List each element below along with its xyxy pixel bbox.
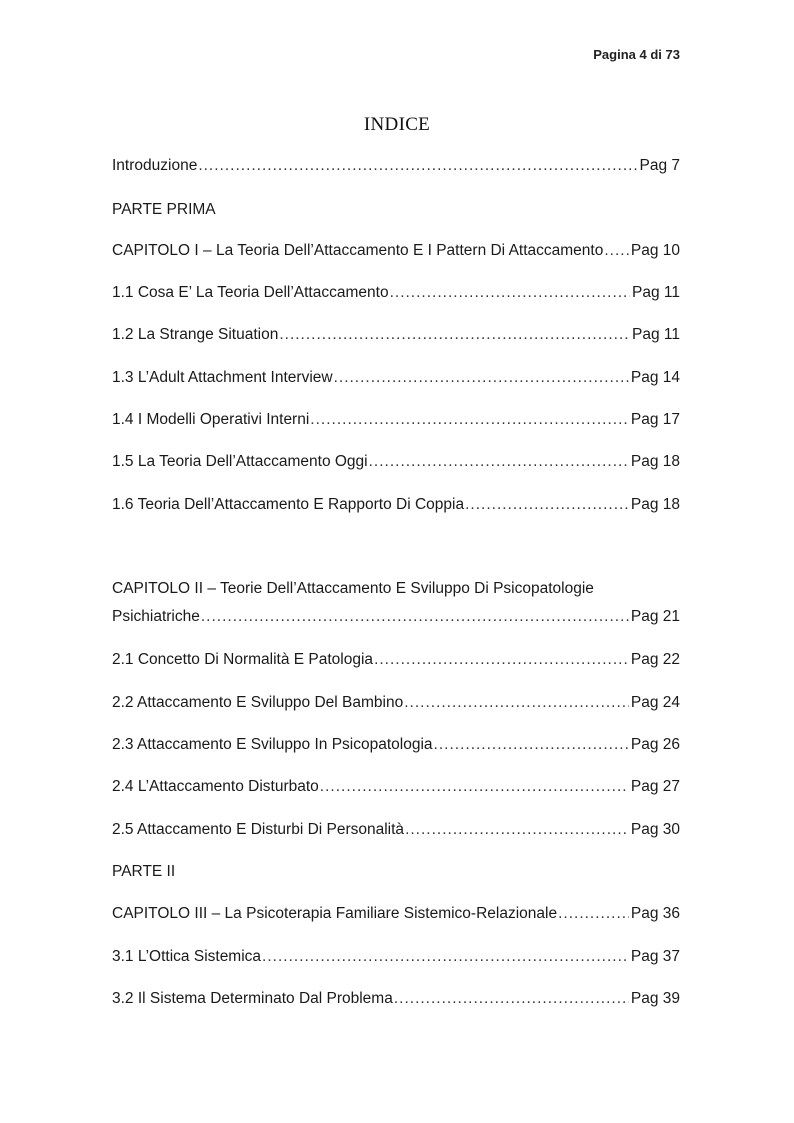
- toc-entry-2-1[interactable]: [112, 649, 680, 671]
- toc-leader-dots: [404, 692, 629, 714]
- toc-leader-dots: [465, 494, 629, 516]
- toc-entry-1-4[interactable]: [112, 409, 680, 431]
- toc-entry-1-2[interactable]: [112, 324, 680, 346]
- toc-leader-dots: [320, 776, 629, 798]
- toc-leader-dots: [405, 819, 629, 841]
- toc-entry-page: Pag 11: [632, 326, 680, 343]
- toc-entry-label: 1.6 Teoria Dell’Attaccamento E Rapporto Di Coppia: [112, 496, 465, 513]
- index-title: INDICE: [363, 114, 431, 135]
- toc-entry-chapter-2-line1[interactable]: [112, 578, 680, 600]
- toc-entry-chapter-3[interactable]: [112, 903, 680, 925]
- toc-entry-page: Pag 18: [630, 496, 680, 513]
- toc-entry-1-3[interactable]: [112, 367, 680, 389]
- toc-leader-dots: [434, 734, 629, 756]
- toc-leader-dots: [198, 155, 637, 177]
- toc-entry-2-4[interactable]: [112, 776, 680, 798]
- page-total: 73: [665, 47, 680, 62]
- toc-entry-page: Pag 22: [630, 651, 680, 668]
- toc-entry-label: 1.1 Cosa E’ La Teoria Dell’Attaccamento: [112, 284, 389, 301]
- toc-entry-label: 1.5 La Teoria Dell’Attaccamento Oggi: [112, 453, 368, 470]
- toc-entry-label: Psichiatriche: [112, 608, 200, 625]
- toc-entry-label: 2.3 Attaccamento E Sviluppo In Psicopatologia: [112, 736, 433, 753]
- toc-entry-page: Pag 10: [630, 242, 680, 259]
- toc-entry-label: 1.2 La Strange Situation: [112, 326, 279, 343]
- toc-entry-label: 2.1 Concetto Di Normalità E Patologia: [112, 651, 374, 668]
- toc-entry-page: Pag 26: [630, 736, 680, 753]
- toc-entry-page: Pag 17: [630, 411, 680, 428]
- toc-entry-2-3[interactable]: [112, 734, 680, 756]
- toc-entry-2-2[interactable]: [112, 692, 680, 714]
- toc-leader-dots: [390, 282, 630, 304]
- toc-leader-dots: [369, 451, 629, 473]
- toc-entry-3-2[interactable]: [112, 988, 680, 1010]
- toc-entry-page: Pag 7: [639, 157, 680, 174]
- toc-entry-3-1[interactable]: [112, 946, 680, 968]
- toc-entry-label: CAPITOLO II – Teorie Dell’Attaccamento E Sviluppo Di Psicopatologie: [112, 580, 594, 597]
- toc-entry-1-6[interactable]: [112, 494, 680, 516]
- toc-entry-label: PARTE PRIMA: [112, 201, 216, 218]
- toc-entry-label: CAPITOLO III – La Psicoterapia Familiare Sistemico-Relazionale: [112, 905, 558, 922]
- toc-entry-page: Pag 30: [630, 821, 680, 838]
- toc-entry-label: 2.2 Attaccamento E Sviluppo Del Bambino: [112, 694, 404, 711]
- toc-part-heading: [112, 861, 680, 883]
- toc-entry-page: Pag 39: [630, 990, 680, 1007]
- toc-entry-label: 3.2 Il Sistema Determinato Dal Problema: [112, 990, 393, 1007]
- toc-entry-chapter-1[interactable]: [112, 240, 680, 262]
- toc-entry-label: 1.4 I Modelli Operativi Interni: [112, 411, 310, 428]
- toc-leader-dots: [310, 409, 629, 431]
- toc-entry-label: Introduzione: [112, 157, 198, 174]
- toc-leader-dots: [558, 903, 629, 925]
- toc-entry-label: 2.4 L’Attaccamento Disturbato: [112, 778, 319, 795]
- toc-entry-page: Pag 18: [630, 453, 680, 470]
- toc-entry-page: Pag 36: [630, 905, 680, 922]
- page-of: di: [650, 47, 662, 62]
- page-prefix: Pagina: [593, 47, 636, 62]
- toc-entry-introduzione[interactable]: [112, 155, 680, 177]
- toc-entry-label: PARTE II: [112, 863, 176, 880]
- toc-entry-label: 3.1 L’Ottica Sistemica: [112, 948, 262, 965]
- toc-part-heading: [112, 199, 680, 221]
- toc-entry-page: Pag 11: [632, 284, 680, 301]
- toc-entry-page: Pag 21: [630, 608, 680, 625]
- toc-entry-page: Pag 14: [630, 369, 680, 386]
- toc-entry-chapter-2-line2[interactable]: [112, 606, 680, 628]
- toc-leader-dots: [334, 367, 629, 389]
- toc-entry-label: 1.3 L’Adult Attachment Interview: [112, 369, 333, 386]
- toc-entry-page: Pag 37: [630, 948, 680, 965]
- toc-entry-page: Pag 24: [630, 694, 680, 711]
- toc-leader-dots: [262, 946, 629, 968]
- page-number-header: [593, 47, 680, 62]
- toc-leader-dots: [279, 324, 630, 346]
- toc-leader-dots: [201, 606, 629, 628]
- toc-entry-page: Pag 27: [630, 778, 680, 795]
- toc-leader-dots: [394, 988, 629, 1010]
- toc-entry-label: 2.5 Attaccamento E Disturbi Di Personalità: [112, 821, 405, 838]
- toc-entry-1-1[interactable]: [112, 282, 680, 304]
- toc-entry-1-5[interactable]: [112, 451, 680, 473]
- toc-leader-dots: [604, 240, 629, 262]
- toc-entry-label: CAPITOLO I – La Teoria Dell’Attaccamento E I Pattern Di Attaccamento: [112, 242, 604, 259]
- toc-entry-2-5[interactable]: [112, 819, 680, 841]
- page-number: 4: [639, 47, 647, 62]
- toc-leader-dots: [374, 649, 629, 671]
